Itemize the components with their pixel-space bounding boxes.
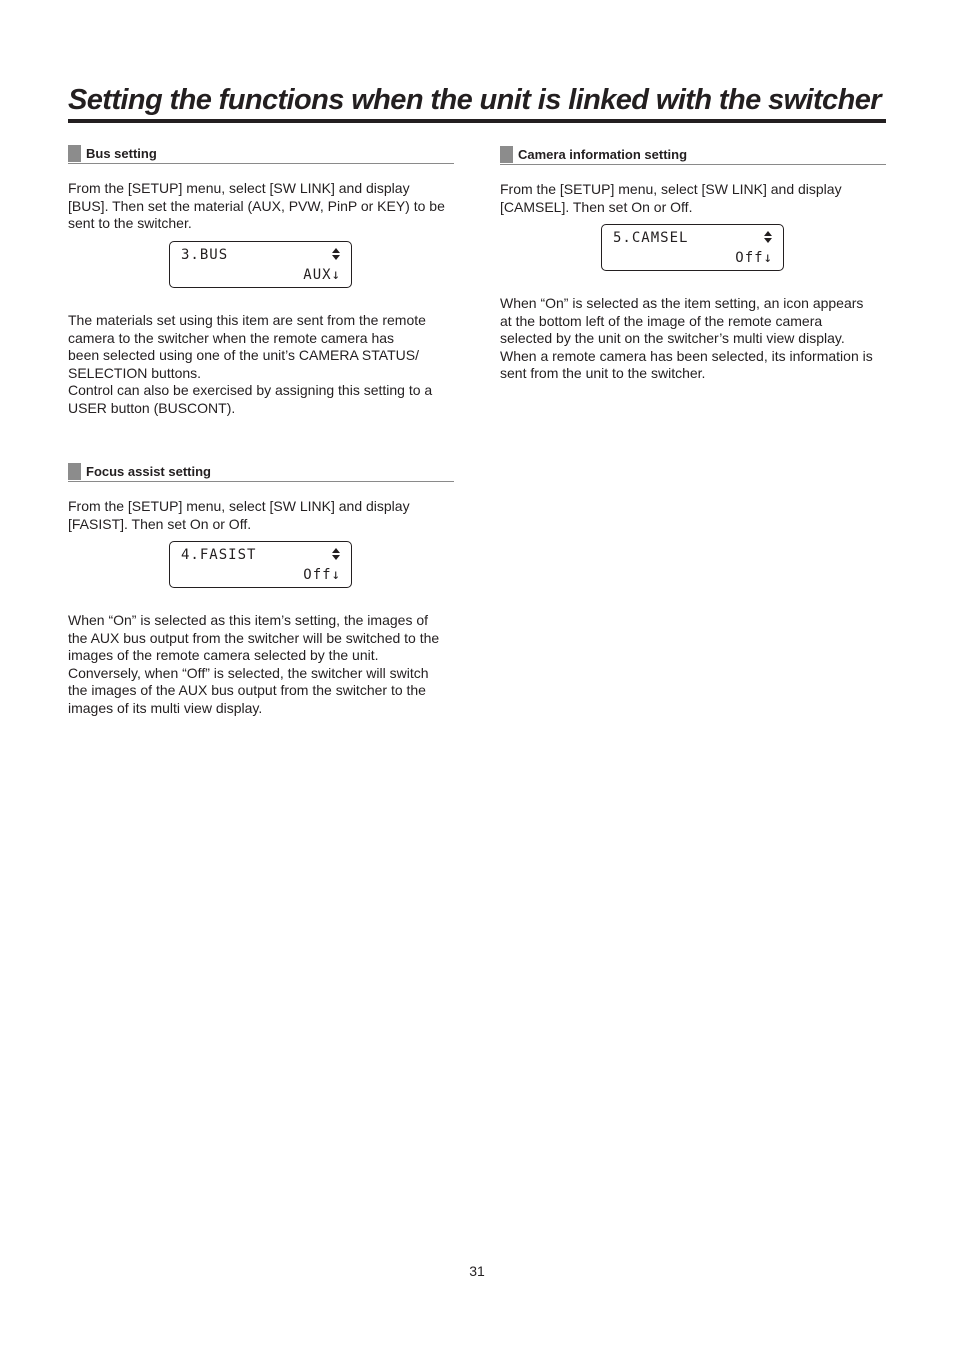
section-title: Bus setting — [86, 146, 157, 161]
lcd-item-value: AUX↓ — [303, 267, 341, 283]
lcd-item-value: Off↓ — [303, 567, 341, 583]
bus-lcd-display — [169, 241, 352, 288]
section-title: Camera information setting — [518, 147, 688, 162]
bus-setting-heading — [68, 145, 454, 164]
section-marker — [68, 463, 81, 480]
section-title: Focus assist setting — [86, 464, 211, 479]
page-number: 31 — [469, 1263, 485, 1279]
section-marker — [500, 146, 513, 163]
lcd-item-name: 3.BUS — [181, 247, 229, 263]
page-title: Setting the functions when the unit is linked with the switcher — [68, 84, 881, 116]
bus-setting-description: The materials set using this item are sent from the remote camera to the switcher when the remote camera has been selected using one of the unit’s CAMERA STATUS/ SELECTION buttons. Control can also be exercised by assigning this setting to a USER button (BUSCONT). — [68, 312, 433, 416]
camera-information-lcd-display — [601, 224, 784, 271]
up-down-arrow-icon — [332, 548, 340, 560]
lcd-item-value: Off↓ — [735, 250, 773, 266]
focus-assist-heading — [68, 463, 454, 482]
up-down-arrow-icon — [332, 248, 340, 260]
focus-assist-description: When “On” is selected as this item’s setting, the images of the AUX bus output from the switcher will be switched to the images of the remote camera selected by the unit. Conversely, when “Off” is selected, the switcher will switch the images of the AUX bus output from the switcher to the images of its multi view display. — [68, 612, 440, 716]
section-marker — [68, 145, 81, 162]
lcd-item-name: 4.FASIST — [181, 547, 257, 563]
camera-information-heading — [500, 146, 886, 165]
focus-assist-lcd-display — [169, 541, 352, 588]
bus-setting-intro: From the [SETUP] menu, select [SW LINK] and display [BUS]. Then set the material (AUX, PVW, PinP or KEY) to be sent to the switcher. — [68, 180, 445, 232]
up-down-arrow-icon — [764, 231, 772, 243]
camera-information-intro: From the [SETUP] menu, select [SW LINK] and display [CAMSEL]. Then set On or Off. — [500, 181, 842, 215]
lcd-item-name: 5.CAMSEL — [613, 230, 689, 246]
title-rule — [68, 119, 886, 123]
camera-information-description: When “On” is selected as the item setting, an icon appears at the bottom left of the image of the remote camera selected by the unit on the switcher’s multi view display. When a remote camera has been selected, its information is sent from the unit to the switcher. — [500, 295, 873, 382]
focus-assist-intro: From the [SETUP] menu, select [SW LINK] and display [FASIST]. Then set On or Off. — [68, 498, 410, 532]
